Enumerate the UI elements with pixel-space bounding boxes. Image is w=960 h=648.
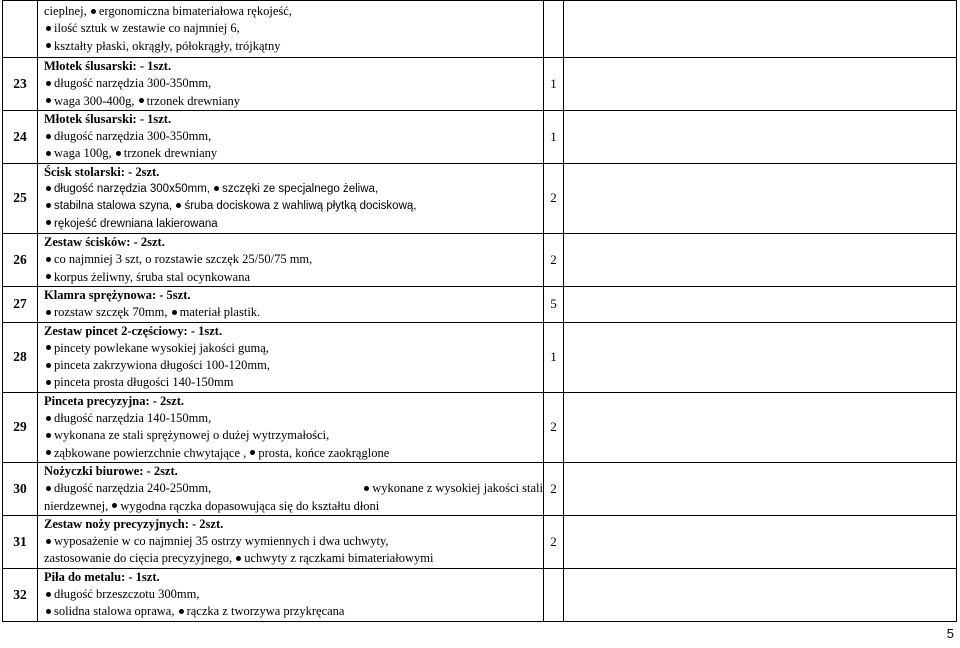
bullet-icon: [46, 380, 51, 385]
spec-line: [44, 357, 543, 374]
table-row: [3, 163, 957, 233]
empty-cell: [564, 163, 957, 233]
spec-text: korpus żeliwny, śruba stal ocynkowana: [54, 269, 251, 284]
table-row: [3, 286, 957, 322]
item-quantity: 1: [544, 110, 564, 163]
bullet-icon: [172, 310, 177, 315]
item-quantity: 5: [544, 286, 564, 322]
item-description: [38, 392, 544, 462]
bullet-icon: [46, 416, 51, 421]
item-quantity: 2: [544, 163, 564, 233]
spec-line: [44, 198, 543, 215]
item-description: [38, 286, 544, 322]
spec-line: [44, 410, 543, 427]
spec-line: [44, 251, 543, 268]
spec-line: [44, 533, 543, 550]
item-quantity: 1: [544, 58, 564, 111]
item-quantity: [544, 1, 564, 58]
table-row: [3, 568, 957, 621]
empty-cell: [564, 58, 957, 111]
spec-line: [44, 586, 543, 603]
item-description: [38, 515, 544, 568]
spec-text: długość narzędzia 300x50mm,: [54, 183, 214, 196]
spec-line: [44, 603, 543, 620]
spec-line: [44, 498, 543, 515]
bullet-icon: [46, 134, 51, 139]
spec-text: zastosowanie do cięcia precyzyjnego,: [44, 551, 236, 566]
spec-line: [44, 374, 543, 391]
spec-text: wykonane z wysokiej jakości stali: [372, 481, 543, 496]
bullet-icon: [250, 450, 255, 455]
bullet-icon: [214, 186, 219, 191]
item-quantity: 2: [544, 233, 564, 286]
bullet-icon: [46, 310, 51, 315]
item-description: [38, 233, 544, 286]
empty-cell: [564, 286, 957, 322]
item-number: 24: [3, 110, 38, 163]
bullet-icon: [46, 220, 51, 225]
spec-text: stabilna stalowa szyna,: [54, 200, 176, 213]
bullet-icon: [46, 539, 51, 544]
item-number: 29: [3, 392, 38, 462]
bullet-icon: [46, 433, 51, 438]
table-row: [3, 1, 957, 58]
item-number: 31: [3, 515, 38, 568]
spec-line: [44, 216, 543, 233]
bullet-icon: [116, 151, 121, 156]
bullet-icon: [364, 486, 369, 491]
bullet-icon: [46, 203, 51, 208]
spec-line: [44, 181, 543, 198]
bullet-icon: [46, 486, 51, 491]
spec-line: [44, 304, 543, 321]
spec-text: pinceta zakrzywiona długości 100-120mm,: [54, 358, 270, 373]
empty-cell: [564, 515, 957, 568]
specification-table: [2, 0, 957, 622]
spec-line: [44, 269, 543, 286]
spec-line: [44, 38, 543, 55]
empty-cell: [564, 322, 957, 392]
table-row: [3, 462, 957, 515]
spec-text: uchwyty z rączkami bimateriałowymi: [244, 551, 434, 566]
spec-text: solidna stalowa oprawa,: [54, 604, 178, 619]
item-number: 25: [3, 163, 38, 233]
spec-text: rozstaw szczęk 70mm,: [54, 305, 171, 320]
spec-segment: [44, 480, 211, 497]
item-title: Nożyczki biurowe: - 2szt.: [44, 463, 178, 478]
item-description: [38, 568, 544, 621]
spec-text: śruba dociskowa z wahliwą płytką dociskową,: [184, 200, 417, 213]
empty-cell: [564, 1, 957, 58]
item-title: Zestaw pincet 2-częściowy: - 1szt.: [44, 323, 223, 338]
item-title: Zestaw noży precyzyjnych: - 2szt.: [44, 516, 224, 531]
item-description: [38, 110, 544, 163]
spec-text: cieplnej,: [44, 4, 90, 19]
spec-text: ząbkowane powierzchnie chwytające ,: [54, 445, 250, 460]
bullet-icon: [112, 503, 117, 508]
spec-text: waga 300-400g,: [54, 93, 138, 108]
empty-cell: [564, 568, 957, 621]
item-quantity: [544, 568, 564, 621]
spec-line: [44, 480, 543, 497]
spec-text: długość narzędzia 300-350mm,: [54, 129, 212, 144]
spec-text: ilość sztuk w zestawie co najmniej 6,: [54, 21, 240, 36]
item-description: [38, 1, 544, 58]
bullet-icon: [46, 592, 51, 597]
item-title: Ścisk stolarski: - 2szt.: [44, 164, 160, 179]
spec-text: długość narzędzia 300-350mm,: [54, 76, 212, 91]
item-title: Piła do metalu: - 1szt.: [44, 569, 160, 584]
spec-segment: [363, 480, 543, 497]
bullet-icon: [46, 450, 51, 455]
bullet-icon: [46, 151, 51, 156]
bullet-icon: [46, 257, 51, 262]
item-number: 23: [3, 58, 38, 111]
spec-text: trzonek drewniany: [123, 146, 218, 161]
spec-line: [44, 550, 543, 567]
bullet-icon: [46, 98, 51, 103]
bullet-icon: [179, 609, 184, 614]
empty-cell: [564, 392, 957, 462]
spec-line: [44, 128, 543, 145]
item-description: [38, 58, 544, 111]
item-description: [38, 462, 544, 515]
table-row: [3, 515, 957, 568]
spec-text: szczęki ze specjalnego żeliwa,: [222, 183, 379, 196]
bullet-icon: [46, 345, 51, 350]
empty-cell: [564, 462, 957, 515]
spec-text: prosta, końce zaokrąglone: [258, 445, 390, 460]
spec-line: [44, 3, 543, 20]
table-row: [3, 392, 957, 462]
item-description: [38, 163, 544, 233]
bullet-icon: [176, 203, 181, 208]
item-title: Młotek ślusarski: - 1szt.: [44, 111, 172, 126]
spec-text: wyposażenie w co najmniej 35 ostrzy wymiennych i dwa uchwyty,: [54, 534, 389, 549]
spec-text: ergonomiczna bimateriałowa rękojeść,: [98, 4, 292, 19]
spec-line: [44, 445, 543, 462]
spec-text: rączka z tworzywa przykręcana: [186, 604, 345, 619]
bullet-icon: [139, 98, 144, 103]
bullet-icon: [46, 26, 51, 31]
spec-line: [44, 340, 543, 357]
spec-text: długość narzędzia 240-250mm,: [54, 481, 212, 496]
table-row: [3, 322, 957, 392]
item-quantity: 2: [544, 462, 564, 515]
spec-line: [44, 145, 543, 162]
bullet-icon: [46, 186, 51, 191]
bullet-icon: [46, 609, 51, 614]
spec-text: nierdzewnej,: [44, 498, 112, 513]
spec-text: waga 100g,: [54, 146, 115, 161]
item-title: Młotek ślusarski: - 1szt.: [44, 59, 172, 73]
item-number: 30: [3, 462, 38, 515]
spec-text: wygodna rączka dopasowująca się do kształtu dłoni: [120, 498, 380, 513]
item-title: Zestaw ścisków: - 2szt.: [44, 235, 165, 250]
spec-line: [44, 93, 543, 110]
spec-text: trzonek drewniany: [146, 93, 241, 108]
page-number: 5: [946, 626, 954, 641]
table-row: [3, 58, 957, 111]
item-quantity: 2: [544, 515, 564, 568]
item-number: 28: [3, 322, 38, 392]
spec-text: materiał plastik.: [179, 305, 261, 320]
spec-text: długość brzeszczotu 300mm,: [54, 587, 200, 602]
bullet-icon: [236, 556, 241, 561]
spec-text: pinceta prosta długości 140-150mm: [54, 375, 234, 390]
spec-text: długość narzędzia 140-150mm,: [54, 411, 212, 426]
spec-line: [44, 427, 543, 444]
table-row: [3, 110, 957, 163]
bullet-icon: [46, 363, 51, 368]
empty-cell: [564, 233, 957, 286]
bullet-icon: [46, 274, 51, 279]
item-number: 27: [3, 286, 38, 322]
spec-text: wykonana ze stali sprężynowej o dużej wytrzymałości,: [54, 428, 330, 443]
bullet-icon: [91, 9, 96, 14]
spec-text: pincety powlekane wysokiej jakości gumą,: [54, 340, 269, 355]
item-description: [38, 322, 544, 392]
item-number: 26: [3, 233, 38, 286]
item-title: Klamra sprężynowa: - 5szt.: [44, 287, 191, 302]
table-row: [3, 233, 957, 286]
empty-cell: [564, 110, 957, 163]
spec-line: [44, 75, 543, 92]
spec-text: co najmniej 3 szt, o rozstawie szczęk 25/50/75 mm,: [54, 252, 313, 267]
item-number: [3, 1, 38, 58]
item-quantity: 2: [544, 392, 564, 462]
item-title: Pinceta precyzyjna: - 2szt.: [44, 393, 185, 408]
item-number: 32: [3, 568, 38, 621]
spec-text: rękojeść drewniana lakierowana: [54, 217, 218, 230]
bullet-icon: [46, 43, 51, 48]
spec-text: kształty płaski, okrągły, półokrągły, trójkątny: [54, 38, 281, 53]
spec-line: [44, 20, 543, 37]
item-quantity: 1: [544, 322, 564, 392]
bullet-icon: [46, 81, 51, 86]
